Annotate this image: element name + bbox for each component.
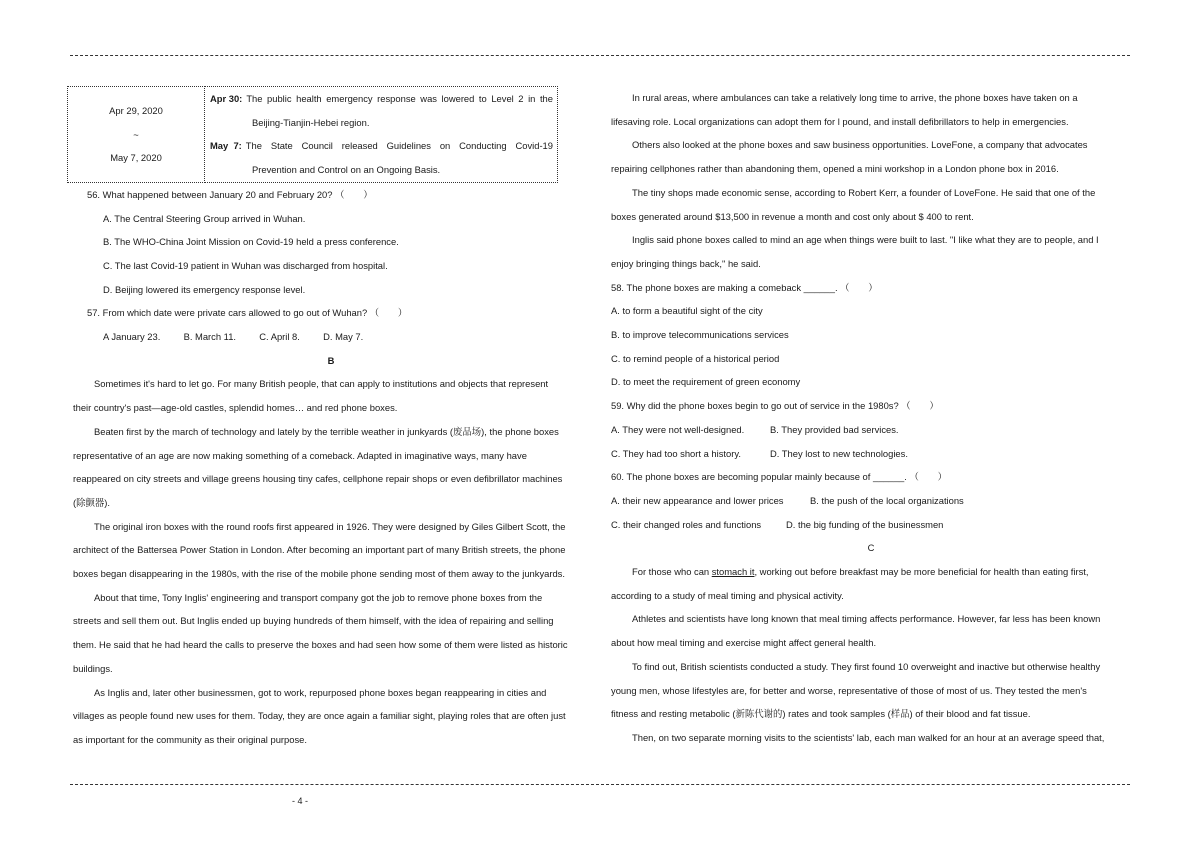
passage-b-line: them. He said that he had heard the calls to preserve the boxes and had seen how some of them were listed as historic [73, 639, 568, 651]
right-column [611, 86, 1131, 750]
passage-line: repairing cellphones rather than abandoning them, opened a mini workshop in a London phone box in 2016. [611, 163, 1059, 175]
passage-c-line: To find out, British scientists conducted a study. They first found 10 overweight and inactive but otherwise healthy [632, 660, 1101, 672]
passage-b-line: as important for the community as their original purpose. [73, 733, 307, 745]
passage-line: boxes generated around $13,500 in revenue a month and cost only about $ 400 to rent. [611, 210, 974, 222]
timeline-table [67, 86, 558, 183]
question-58: 58. The phone boxes are making a comeback ______. （ ） [611, 281, 878, 293]
option-59a: A. They were not well-designed. [611, 423, 745, 435]
date-end: May 7, 2020 [110, 152, 162, 164]
option-57c: C. April 8. [259, 331, 300, 343]
option-56d: D. Beijing lowered its emergency response level. [103, 283, 306, 295]
options-59-cd [611, 442, 1131, 466]
options-59-ab [611, 418, 1131, 442]
options-60-cd [611, 513, 1131, 537]
passage-c-line: Athletes and scientists have long known that meal timing affects performance. However, far less has been known [632, 613, 1101, 625]
event-date: Apr 30: [210, 93, 243, 104]
passage-line: lifesaving role. Local organizations can adopt them for l pound, and install defibrillators to help in emergencies. [611, 115, 1069, 127]
option-60d: D. the big funding of the businessmen [786, 518, 944, 530]
passage-c-line: according to a study of meal timing and physical activity. [611, 589, 844, 601]
option-59d: D. They lost to new technologies. [770, 447, 908, 459]
option-58b: B. to improve telecommunications services [611, 329, 789, 341]
section-b-heading: B [327, 354, 335, 366]
option-60b: B. the push of the local organizations [810, 494, 964, 506]
question-60: 60. The phone boxes are becoming popular mainly because of ______. （ ） [611, 471, 947, 483]
event-text-cont: Beijing-Tianjin-Hebei region. [252, 116, 370, 128]
passage-line: Others also looked at the phone boxes and saw business opportunities. LoveFone, a company that advocates [632, 139, 1088, 151]
passage-b-line: villages as people found new uses for them. Today, they are once again a familiar sight, playing roles that are often just [73, 710, 566, 722]
option-60c: C. their changed roles and functions [611, 518, 762, 530]
passage-b-line: architect of the Battersea Power Station in London. After becoming an important part of many British streets, the phone [73, 544, 566, 556]
left-column [67, 86, 589, 752]
option-59c: C. They had too short a history. [611, 447, 741, 459]
question-57: 57. From which date were private cars allowed to go out of Wuhan? （ ） [87, 307, 408, 319]
bottom-rule [70, 784, 1130, 785]
event-text: The public health emergency response was lowered to Level 2 in the [246, 93, 553, 104]
option-60a: A. their new appearance and lower prices [611, 494, 784, 506]
options-57 [87, 325, 589, 349]
top-rule [70, 55, 1130, 56]
passage-c-text: For those who can [632, 566, 712, 578]
passage-line: Inglis said phone boxes called to mind an age when things were built to last. "I like what they are to people, and I [632, 234, 1099, 246]
option-57d: D. May 7. [323, 331, 364, 343]
event-text-cont: Prevention and Control on an Ongoing Basis. [252, 164, 441, 176]
options-60-ab [611, 489, 1131, 513]
passage-b-line: representative of an age are now making something of a comeback. Adapted in imaginative ways, many have [73, 449, 527, 461]
option-56c: C. The last Covid-19 patient in Wuhan was discharged from hospital. [103, 259, 388, 271]
passage-line: In rural areas, where ambulances can take a relatively long time to arrive, the phone boxes have taken on a [632, 92, 1078, 103]
option-58a: A. to form a beautiful sight of the city [611, 305, 763, 317]
passage-b-line: Beaten first by the march of technology and lately by the terrible weather in junkyards (废品场), the phone boxes [94, 425, 559, 437]
question-56: 56. What happened between January 20 and February 20? （ ） [87, 188, 373, 200]
page-number: - 4 - [291, 796, 308, 806]
passage-c-line: fitness and resting metabolic (新陈代谢的) rates and took samples (样品) of their blood and fat tissue. [611, 708, 1031, 720]
option-56b: B. The WHO-China Joint Mission on Covid-19 held a press conference. [103, 236, 399, 248]
event-text: The State Council released Guidelines on Conducting Covid-19 [245, 140, 553, 152]
passage-c-line: Then, on two separate morning visits to the scientists' lab, each man walked for an hour at an average speed that, [632, 731, 1105, 743]
timeline-dates [68, 87, 205, 183]
passage-c-line: about how meal timing and exercise might affect general health. [611, 637, 877, 649]
passage-line: enjoy bringing things back," he said. [611, 257, 761, 269]
option-57b: B. March 11. [183, 331, 237, 343]
date-start: Apr 29, 2020 [109, 104, 163, 116]
section-c-heading: C [867, 542, 875, 554]
passage-b-line: streets and sell them out. But Inglis ended up buying hundreds of them himself, with the idea of repairing and selling [73, 615, 554, 627]
event-row [210, 134, 553, 158]
passage-b-line: reappeared on city streets and village greens housing tiny cafes, cellphone repair shops or even defibrillator machines [73, 473, 563, 485]
option-58d: D. to meet the requirement of green economy [611, 376, 801, 388]
passage-c-text: , working out before breakfast may be more beneficial for health than eating first, [754, 566, 1089, 578]
passage-line: The tiny shops made economic sense, according to Robert Kerr, a founder of LoveFone. He said that one of the [632, 186, 1096, 198]
underlined-phrase: stomach it [711, 566, 755, 578]
passage-c-line: young men, whose lifestyles are, for better and worse, representative of those of most of us. They tested the men's [611, 684, 1087, 696]
event-row [210, 87, 553, 111]
passage-b-line: buildings. [73, 662, 113, 674]
date-tilde: ~ [133, 128, 139, 140]
passage-b-line: About that time, Tony Inglis' engineering and transport company got the job to remove phone boxes from the [94, 591, 543, 603]
passage-b-line: The original iron boxes with the round roofs first appeared in 1926. They were designed by Giles Gilbert Scott, the [94, 520, 566, 532]
event-date: May 7: [210, 140, 242, 152]
option-56a: A. The Central Steering Group arrived in Wuhan. [103, 212, 306, 224]
passage-b-line: As Inglis and, later other businessmen, got to work, repurposed phone boxes began reappearing in cities and [94, 686, 547, 698]
timeline-events [205, 87, 558, 183]
passage-b-line: boxes began disappearing in the 1980s, with the rise of the mobile phone sending most of them away to the junkyards. [73, 568, 565, 580]
passage-b-line: their country's past—age-old castles, splendid homes… and red phone boxes. [73, 402, 398, 414]
passage-b-line: (除颤器). [73, 496, 110, 508]
question-59: 59. Why did the phone boxes begin to go out of service in the 1980s? （ ） [611, 400, 939, 412]
option-57a: A January 23. [103, 331, 161, 343]
option-59b: B. They provided bad services. [770, 423, 899, 435]
option-58c: C. to remind people of a historical period [611, 352, 780, 364]
passage-b-line: Sometimes it's hard to let go. For many British people, that can apply to institutions and objects that represent [94, 378, 549, 390]
passage-c-line [611, 560, 1131, 584]
